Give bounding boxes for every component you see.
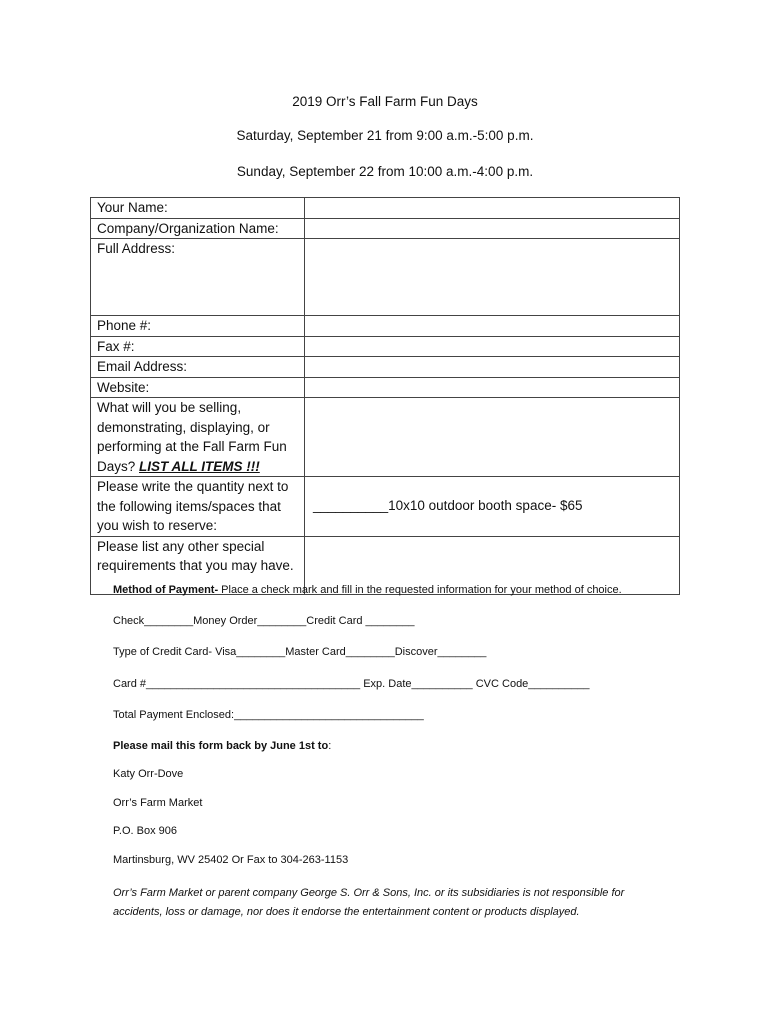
payment-method-instructions: Place a check mark and fill in the requested information for your method of choice. bbox=[218, 584, 622, 596]
saturday-hours: Saturday, September 21 from 9:00 a.m.-5:00 p.m. bbox=[236, 128, 534, 143]
disclaimer-text: Orr’s Farm Market or parent company George S. Orr & Sons, Inc. or its subsidiaries is not responsible for accidents, loss or damage, nor does it endorse the entertainment content or products displayed. bbox=[113, 887, 625, 918]
fax-field[interactable] bbox=[305, 336, 680, 357]
selling-field[interactable] bbox=[305, 398, 680, 477]
payment-method-line bbox=[113, 584, 622, 596]
total-payment-line[interactable]: Total Payment Enclosed:_______________________________ bbox=[113, 709, 424, 721]
mail-address-name: Katy Orr-Dove bbox=[113, 768, 184, 780]
mail-address-box: P.O. Box 906 bbox=[113, 825, 178, 837]
address-label: Full Address: bbox=[91, 239, 305, 316]
vendor-form-table bbox=[90, 197, 680, 595]
phone-label: Phone #: bbox=[91, 316, 305, 337]
booth-space-option: __________10x10 outdoor booth space- $65 bbox=[313, 498, 583, 513]
selling-text: What will you be selling, demonstrating, displaying, or performing at the Fall Farm Fun Days? bbox=[97, 400, 287, 474]
email-field[interactable] bbox=[305, 357, 680, 378]
selling-label bbox=[91, 398, 305, 477]
website-field[interactable] bbox=[305, 377, 680, 398]
company-field[interactable] bbox=[305, 218, 680, 239]
phone-field[interactable] bbox=[305, 316, 680, 337]
website-label: Website: bbox=[91, 377, 305, 398]
credit-card-type-options[interactable]: Type of Credit Card- Visa________Master Card________Discover________ bbox=[113, 646, 487, 658]
payment-method-label: Method of Payment- bbox=[113, 584, 219, 596]
mail-instructions bbox=[113, 740, 331, 752]
quantity-label: Please write the quantity next to the following items/spaces that you wish to reserve: bbox=[91, 477, 305, 537]
address-field[interactable] bbox=[305, 239, 680, 316]
card-details-line[interactable]: Card #___________________________________ Exp. Date__________ CVC Code__________ bbox=[113, 678, 590, 690]
mail-address-city-fax: Martinsburg, WV 25402 Or Fax to 304-263-1153 bbox=[113, 854, 349, 866]
sunday-hours: Sunday, September 22 from 10:00 a.m.-4:00 p.m. bbox=[236, 164, 534, 179]
mail-colon: : bbox=[328, 740, 332, 752]
mail-address-company: Orr’s Farm Market bbox=[113, 797, 203, 809]
email-label: Email Address: bbox=[91, 357, 305, 378]
list-all-items-emphasis: LIST ALL ITEMS !!! bbox=[139, 458, 260, 474]
your-name-label: Your Name: bbox=[91, 198, 305, 219]
company-label: Company/Organization Name: bbox=[91, 218, 305, 239]
quantity-field[interactable] bbox=[305, 477, 680, 537]
payment-methods-options[interactable]: Check________Money Order________Credit Card ________ bbox=[113, 615, 415, 627]
page-title: 2019 Orr’s Fall Farm Fun Days bbox=[292, 94, 478, 109]
special-requirements-label: Please list any other special requirements that you may have. bbox=[91, 536, 305, 594]
mail-by-text: Please mail this form back by June 1st to bbox=[113, 740, 329, 752]
your-name-field[interactable] bbox=[305, 198, 680, 219]
fax-label: Fax #: bbox=[91, 336, 305, 357]
